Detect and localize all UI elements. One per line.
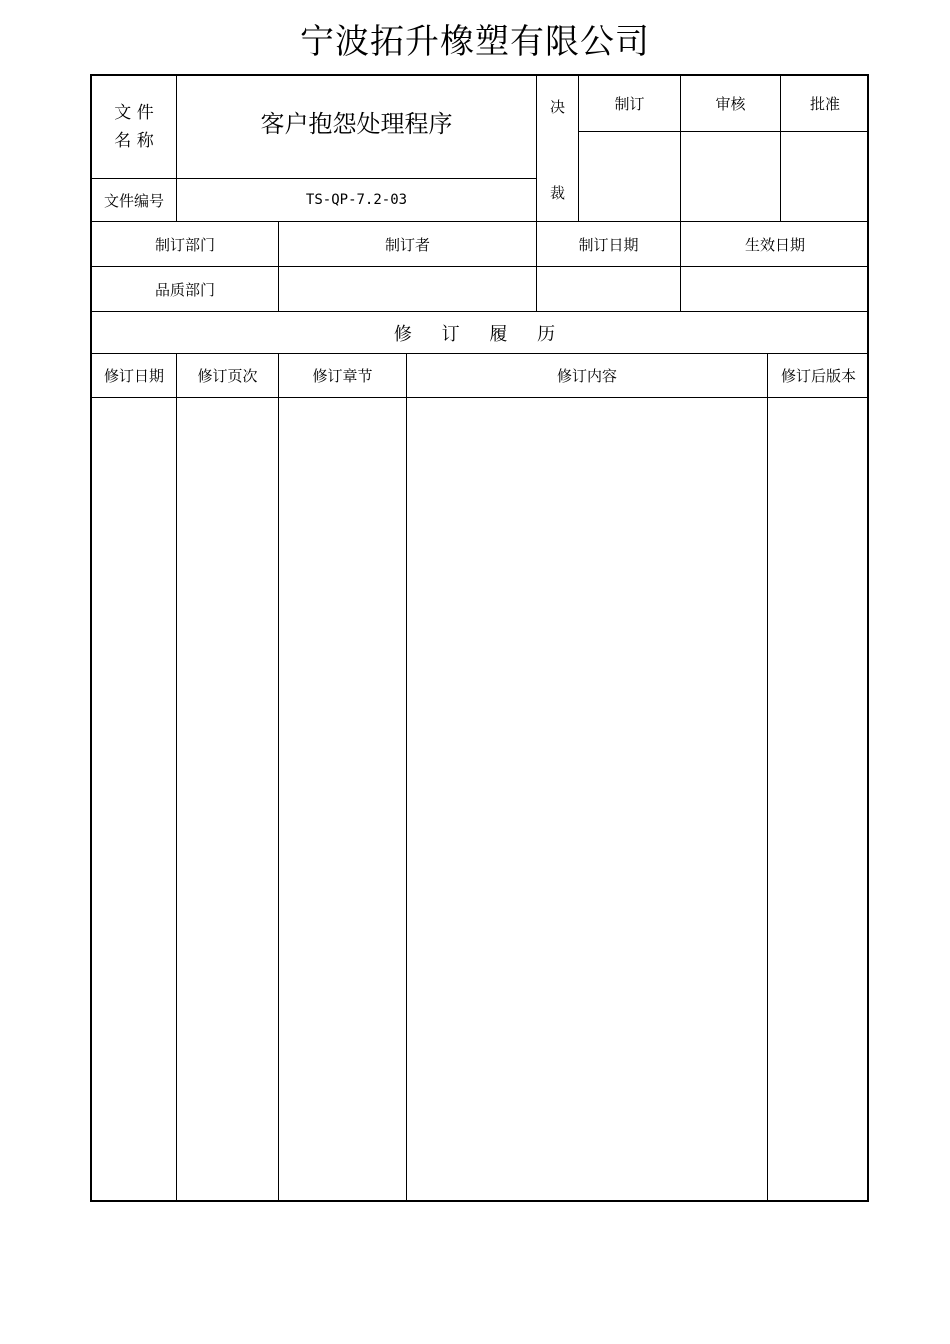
- info-value-date: [537, 267, 680, 311]
- revision-divider-3: [406, 353, 407, 1202]
- revision-header-content: 修订内容: [556, 367, 617, 385]
- file-no-label: 文件编号: [103, 191, 164, 210]
- info-value-effective-date: [681, 267, 869, 311]
- info-header-department: 制订部门: [154, 235, 215, 254]
- approval-header-review: 审核: [715, 95, 746, 113]
- info-value-author: [279, 267, 536, 311]
- info-header-author: 制订者: [384, 235, 430, 254]
- revision-divider-1: [176, 353, 177, 1202]
- file-name-label-line2: 名 称: [114, 131, 154, 151]
- revision-divider-4: [767, 353, 768, 1202]
- info-value-department: 品质部门: [154, 280, 215, 299]
- approval-signature-draft: [579, 132, 680, 221]
- revision-header-date: 修订日期: [103, 367, 164, 385]
- approval-signature-review: [681, 132, 780, 221]
- info-header-effective-date: 生效日期: [744, 235, 805, 254]
- revision-header-page: 修订页次: [197, 367, 258, 385]
- decision-label-bottom: 裁: [549, 183, 565, 202]
- revision-header-version: 修订后版本: [780, 367, 856, 385]
- revision-header-section: 修订章节: [312, 367, 373, 385]
- revision-divider-2: [278, 353, 279, 1202]
- approval-signature-approve: [781, 132, 869, 221]
- approval-header-approve: 批准: [809, 95, 840, 113]
- company-title: 宁波拓升橡塑有限公司: [300, 22, 650, 62]
- decision-label-top: 决: [549, 97, 565, 116]
- revision-header-border: [92, 397, 869, 398]
- document-control-form: [90, 74, 869, 1202]
- file-no: TS-QP-7.2-03: [305, 192, 408, 208]
- file-name: 客户抱怨处理程序: [260, 109, 453, 138]
- approval-header-draft: 制订: [614, 95, 645, 113]
- file-name-label-line1: 文 件: [114, 103, 154, 123]
- revision-history-title: 修 订 履 历: [393, 323, 568, 345]
- file-name-label: [92, 76, 176, 178]
- info-header-date: 制订日期: [578, 235, 639, 254]
